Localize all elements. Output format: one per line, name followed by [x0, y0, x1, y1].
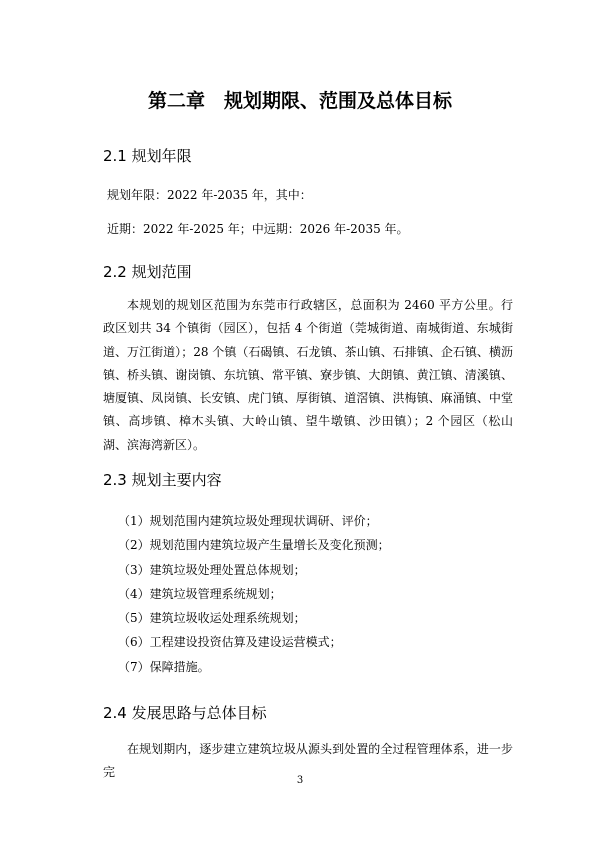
content-item-3: （3）建筑垃圾处理处置总体规划；: [118, 563, 306, 577]
planning-scope-paragraph: 本规划的规划区范围为东莞市行政辖区，总面积为 2460 平方公里。行政区划共 34 个镇街（园区），包括 4 个街道（莞城街道、南城街道、东城街道、万江街道）；28 个镇（石碣镇、石龙镇、茶山镇、石排镇、企石镇、横沥镇、桥头镇、谢岗镇、东坑镇、常平镇、寮步镇、大朗镇、黄江镇、清溪镇、塘厦镇、凤岗镇、长安镇、虎门镇、厚街镇、道滘镇、洪梅镇、麻涌镇、中堂镇、高埗镇、樟木头镇、大岭山镇、望牛墩镇、沙田镇）；2 个园区（松山湖、滨海湾新区）。: [103, 298, 513, 452]
development-goals-paragraph: 在规划期内，逐步建立建筑垃圾从源头到处置的全过程管理体系，进一步完: [103, 742, 513, 780]
section-heading-2-4: 2.4 发展思路与总体目标: [103, 704, 267, 722]
content-item-5: （5）建筑垃圾收运处理系统规划；: [118, 611, 306, 625]
page-number: 3: [296, 775, 304, 786]
content-item-6: （6）工程建设投资估算及建设运营模式；: [118, 635, 342, 649]
planning-phases-line: 近期：2022 年-2025 年；中远期：2026 年-2035 年。: [107, 222, 409, 236]
planning-period-line: 规划年限：2022 年-2035 年，其中：: [107, 188, 312, 202]
content-item-4: （4）建筑垃圾管理系统规划；: [118, 587, 282, 601]
content-item-7: （7）保障措施。: [118, 660, 210, 674]
section-heading-2-1: 2.1 规划年限: [103, 147, 192, 165]
section-heading-2-3: 2.3 规划主要内容: [103, 471, 222, 489]
section-heading-2-2: 2.2 规划范围: [103, 263, 192, 281]
content-item-1: （1）规划范围内建筑垃圾处理现状调研、评价；: [118, 514, 378, 528]
chapter-title: 第二章 规划期限、范围及总体目标: [147, 90, 452, 112]
content-item-2: （2）规划范围内建筑垃圾产生量增长及变化预测；: [118, 538, 390, 552]
